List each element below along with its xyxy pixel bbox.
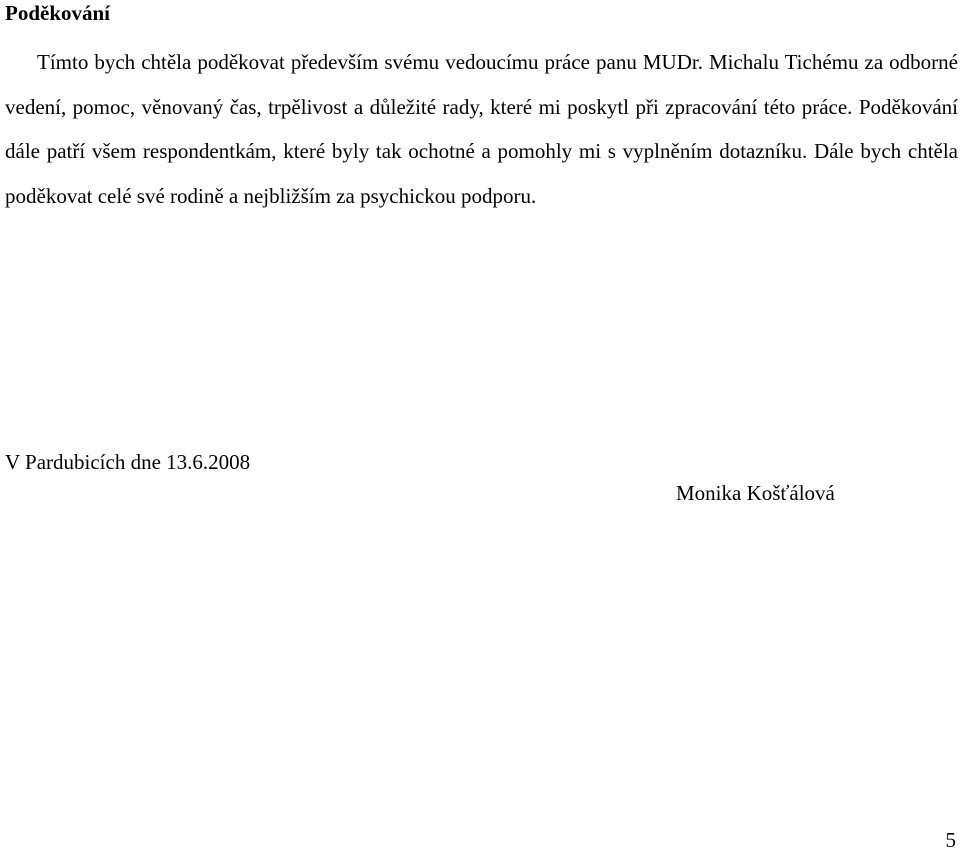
- place-and-date: V Pardubicích dne 13.6.2008: [5, 450, 251, 474]
- page-title: Poděkování: [5, 1, 111, 25]
- author-signature: Monika Košťálová: [676, 481, 835, 505]
- page-number: 5: [945, 828, 956, 852]
- acknowledgement-paragraph: Tímto bych chtěla poděkovat především svému vedoucímu práce panu MUDr. Michalu Tichému za odborné vedení, pomoc, věnovaný čas, trpělivost a důležité rady, které mi poskytl při zpracování této práce. Poděkování dále patří všem respondentkám, které byly tak ochotné a pomohly mi s vyplněním dotazníku. Dále bych chtěla poděkovat celé své rodině a nejbližším za psychickou podporu.: [5, 50, 958, 208]
